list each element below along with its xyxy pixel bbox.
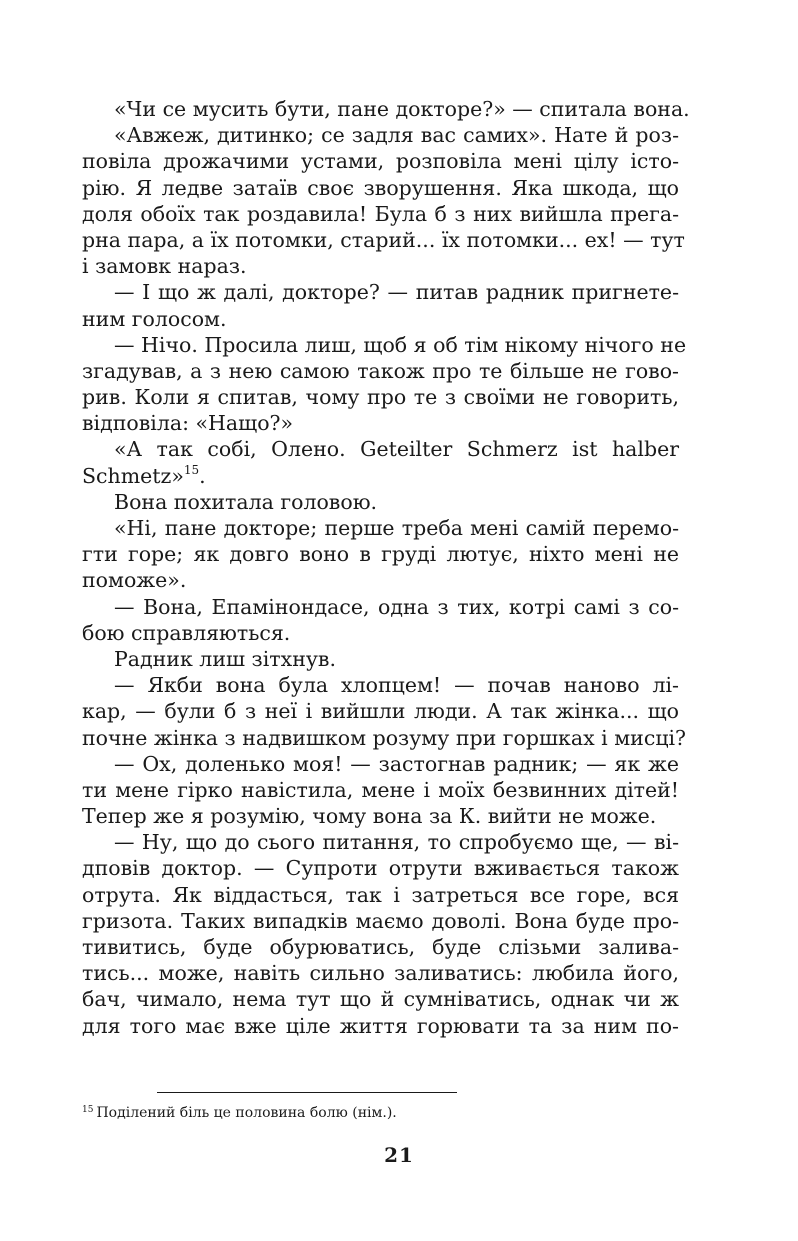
text-line <box>82 803 679 829</box>
text-line <box>82 306 679 332</box>
text-line <box>82 175 679 201</box>
text-line <box>82 777 679 803</box>
text-line-suffix: . <box>199 463 206 488</box>
footnote-text: Поділений біль це половина болю (нім.). <box>96 1105 397 1121</box>
text-line <box>82 332 687 358</box>
text-line <box>82 541 679 567</box>
text-line <box>82 751 679 777</box>
text-line-content: ти мене гірко навістила, мене і моїх безвинних дітей! <box>82 777 679 802</box>
text-line <box>82 122 679 148</box>
text-line <box>82 986 679 1012</box>
text-line <box>82 567 679 593</box>
text-line <box>82 410 679 436</box>
text-line-content: — Нічо. Просила лиш, щоб я об тім нікому нічого не <box>114 332 687 357</box>
text-line-content: гти горе; як довго воно в груді лютує, ніхто мені не <box>82 542 679 567</box>
text-line-content: — Ох, доленько моя! — застогнав радник; — як же <box>114 751 679 776</box>
text-line <box>82 279 679 305</box>
text-line <box>82 908 679 934</box>
text-line-content: тивитись, буде обурюватись, буде слізьми залива- <box>82 935 679 959</box>
text-line <box>82 594 679 620</box>
text-line-content: повіла дрожачими устами, розповіла мені цілу істо- <box>82 149 679 174</box>
text-line <box>82 882 679 908</box>
text-line <box>82 489 679 515</box>
text-line <box>82 253 679 279</box>
page-body <box>82 96 690 1039</box>
text-line <box>82 672 679 698</box>
text-line <box>82 96 690 122</box>
text-line-content: «Ні, пане докторе; перше треба мені самій перемо- <box>114 516 679 540</box>
text-line <box>82 855 679 881</box>
text-line-content: гризота. Таких випадків маємо доволі. Вона буде про- <box>82 908 679 933</box>
text-line-content: рію. Я ледве затаїв своє зворушення. Яка шкода, що <box>82 175 679 200</box>
footnote-reference: 15 <box>183 462 200 477</box>
text-line-content: ним голосом. <box>82 306 227 331</box>
text-line-content: доля обоїх так роздавила! Була б з них вийшла прега- <box>82 201 679 226</box>
footnote-mark: 15 <box>82 1105 94 1115</box>
text-line <box>82 1013 679 1039</box>
text-line-content: для того має вже ціле життя горювати та за ним по- <box>82 1013 679 1038</box>
text-line-content: «Чи се мусить бути, пане докторе?» — спитала вона. <box>114 97 690 121</box>
text-line-content: Тепер же я розумію, чому вона за К. вийти не може. <box>82 804 657 829</box>
text-line <box>82 515 679 541</box>
text-line <box>82 463 679 489</box>
text-line-content: бач, чимало, нема тут що й сумніватись, однак чи ж <box>82 987 679 1012</box>
text-line-content: — Якби вона була хлопцем! — почав наново лі- <box>114 673 679 698</box>
page-number: 21 <box>384 1143 414 1167</box>
text-line-content: тись... може, навіть сильно заливатись: любила його, <box>82 961 679 986</box>
text-line-content: почне жінка з надвишком розуму при горшках і мисці? <box>82 725 687 750</box>
text-line-content: бою справляються. <box>82 620 291 645</box>
text-line-content: поможе». <box>82 568 187 593</box>
text-line-content: Schmetz» <box>82 463 184 488</box>
text-line-content: згадував, а з нею самою також про те більше не гово- <box>82 358 679 383</box>
text-line <box>82 358 679 384</box>
text-line-content: — Ну, що до сього питання, то спробуємо ще, — ві- <box>114 830 679 855</box>
text-line <box>82 646 679 672</box>
text-line-content: Радник лиш зітхнув. <box>114 646 336 671</box>
text-line-content: відповіла: «Нащо?» <box>82 411 294 436</box>
text-line <box>82 698 679 724</box>
text-line-content: — І що ж далі, докторе? — питав радник пригнете- <box>114 280 679 305</box>
text-line <box>82 384 679 410</box>
text-line-content: Вона похитала головою. <box>114 489 378 514</box>
footnote <box>82 1104 397 1124</box>
text-line <box>82 829 679 855</box>
text-line-content: і замовк нараз. <box>82 254 247 279</box>
text-line-content: рна пара, а їх потомки, старий... їх потомки... ех! — тут <box>82 227 685 252</box>
text-line-content: «А так собі, Олено. Geteilter Schmerz ist halber <box>114 437 679 462</box>
text-line-content: рив. Коли я спитав, чому про те з своїми не говорить, <box>82 385 679 410</box>
text-line-content: кар, — були б з неї і вийшли люди. А так жінка... що <box>82 699 679 724</box>
text-line <box>82 201 679 227</box>
text-line <box>82 960 679 986</box>
text-line <box>82 148 679 174</box>
text-line <box>82 436 679 462</box>
text-line <box>82 227 685 253</box>
text-line-content: «Авжеж, дитинко; се задля вас самих». Нате й роз- <box>114 123 679 148</box>
text-line-content: отрута. Як віддасться, так і затреться все горе, вся <box>82 882 679 907</box>
footnote-divider <box>157 1092 457 1093</box>
text-line-content: дповів доктор. — Супроти отрути вживається також <box>82 856 679 881</box>
text-line <box>82 725 687 751</box>
text-line-content: — Вона, Епамінондасе, одна з тих, котрі самі з со- <box>114 594 679 619</box>
text-line <box>82 934 679 960</box>
text-line <box>82 620 679 646</box>
